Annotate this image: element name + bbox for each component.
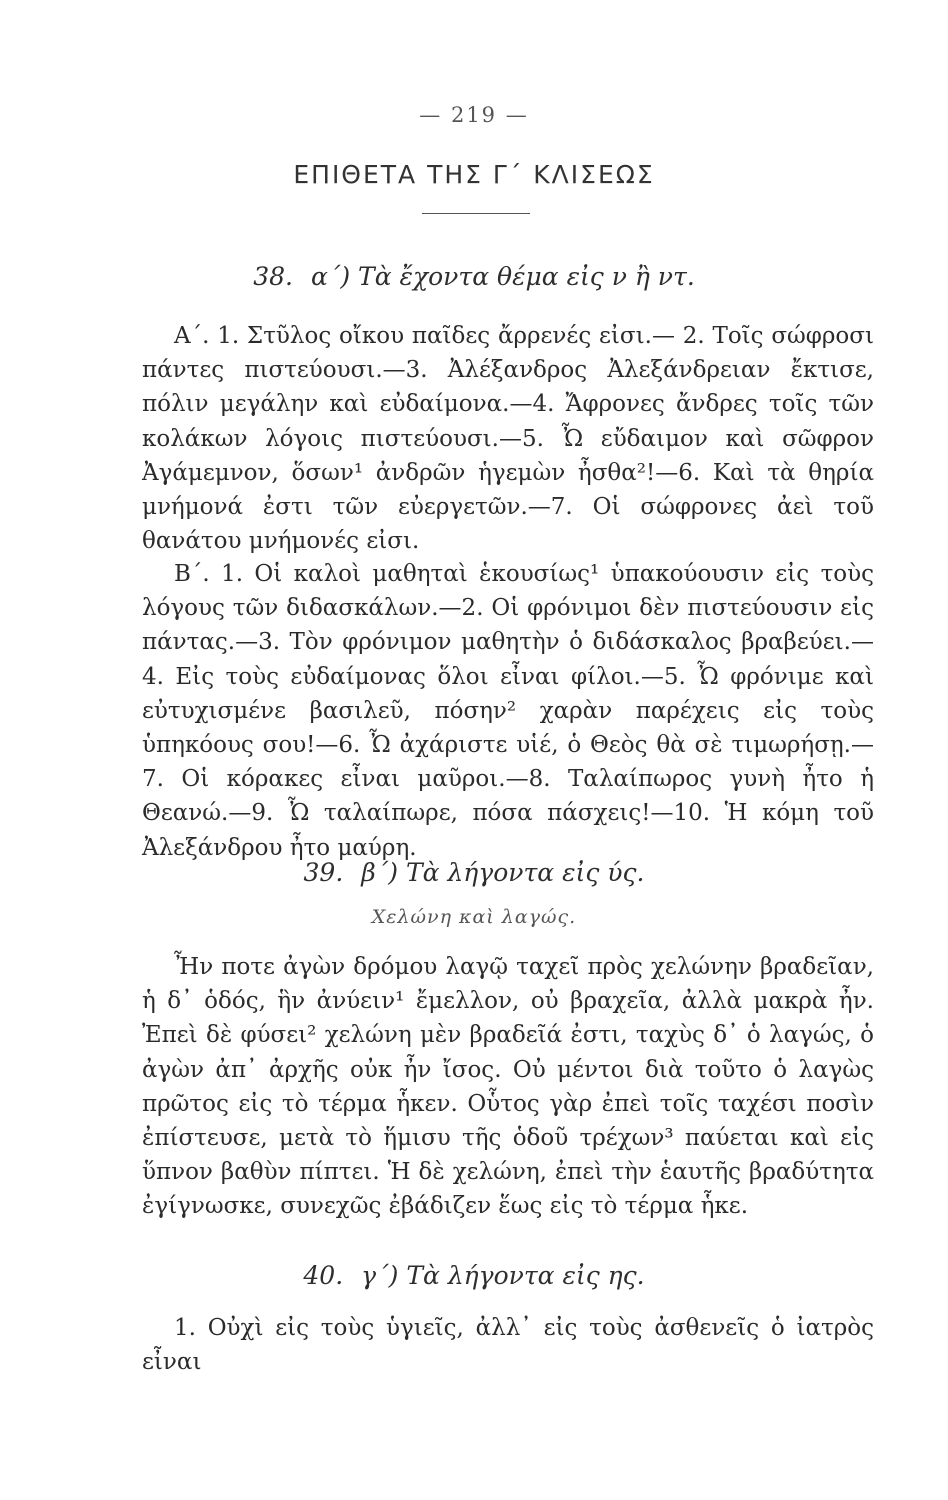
paragraph-A: Α΄. 1. Στῦλος οἴκου παῖδες ἄρρενές εἰσι.— 2. Τοῖς σώφροσι πάντες πιστεύουσι.—3. Ἀλέξανδρος Ἀλεξάνδρειαν ἔκτισε, πόλιν μεγάλην καὶ εὐδαίμονα.—4. Ἄφρονες ἄνδρες τοῖς τῶν κολάκων λόγοις πιστεύουσι.—5. Ὦ εὔδαιμον καὶ σῶφρον Ἀγάμεμνον, ὅσων¹ ἀνδρῶν ἡγεμὼν ἦσθα²!—6. Καὶ τὰ θηρία μνήμονά ἐστι τῶν εὐεργετῶν.—7. Οἱ σώφρονες ἀεὶ τοῦ θανάτου μνήμονές εἰσι.	[142, 323, 874, 555]
paragraph-B: Β΄. 1. Οἱ καλοὶ μαθηταὶ ἑκουσίως¹ ὑπακούουσιν εἰς τοὺς λόγους τῶν διδασκάλων.—2. Οἱ φρόνιμοι δὲν πιστεύουσιν εἰς πάντας.—3. Τὸν φρόνιμον μαθητὴν ὁ διδάσκαλος βραβεύει.—4. Εἰς τοὺς εὐδαίμονας ὅλοι εἶναι φίλοι.—5. Ὦ φρόνιμε καὶ εὐτυχισμένε βασιλεῦ, πόσην² χαρὰν παρέχεις εἰς τοὺς ὑπηκόους σου!—6. Ὦ ἀχάριστε υἱέ, ὁ Θεὸς θὰ σὲ τιμωρήσῃ.—7. Οἱ κόρακες εἶναι μαῦροι.—8. Ταλαίπωρος γυνὴ ἦτο ἡ Θεανώ.—9. Ὦ ταλαίπωρε, πόσα πάσχεις!—10. Ἡ κόμη τοῦ Ἀλεξάνδρου ἦτο μαύρη.	[142, 561, 874, 861]
section-title: β΄) Τὰ λήγοντα εἰς ύς.	[361, 858, 645, 887]
section-number: 39.	[303, 858, 344, 887]
section-subtitle-39: Χελώνη καὶ λαγώς.	[371, 906, 577, 928]
section-heading-39	[0, 858, 948, 887]
section-number: 38.	[253, 262, 293, 291]
running-title: ΕΠΙΘΕΤΑ ΤΗΣ Γ΄ ΚΛΙΣΕΩΣ	[293, 160, 655, 189]
paragraph-40: 1. Οὐχὶ εἰς τοὺς ὑγιεῖς, ἀλλ᾽ εἰς τοὺς ἀσθενεῖς ὁ ἰατρὸς εἶναι	[142, 1315, 874, 1376]
exercise-block-40	[142, 1311, 874, 1379]
reading-passage-39	[142, 950, 874, 1224]
title-rule	[422, 213, 530, 214]
paragraph-39: Ἦν ποτε ἀγὼν δρόμου λαγῷ ταχεῖ πρὸς χελώνην βραδεῖαν, ἡ δ᾽ ὁδός, ἣν ἀνύειν¹ ἔμελλον, οὐ βραχεῖα, ἀλλὰ μακρὰ ἦν. Ἐπεὶ δὲ φύσει² χελώνη μὲν βραδεῖά ἐστι, ταχὺς δ᾽ ὁ λαγώς, ὁ ἀγὼν ἀπ᾽ ἀρχῆς οὐκ ἦν ἴσος. Οὐ μέντοι διὰ τοῦτο ὁ λαγὼς πρῶτος εἰς τὸ τέρμα ἧκεν. Οὗτος γὰρ ἐπεὶ τοῖς ταχέσι ποσὶν ἐπίστευσε, μετὰ τὸ ἥμισυ τῆς ὁδοῦ τρέχων³ παύεται καὶ εἰς ὕπνον βαθὺν πίπτει. Ἡ δὲ χελώνη, ἐπεὶ τὴν ἑαυτῆς βραδύτητα ἐγίγνωσκε, συνεχῶς ἐβάδιζεν ἕως εἰς τὸ τέρμα ἧκε.	[142, 954, 874, 1220]
page-number: — 219 —	[419, 103, 529, 127]
section-title: α΄) Τὰ ἔχοντα θέμα εἰς ν ἢ ντ.	[310, 262, 695, 291]
section-title: γ΄) Τὰ λήγοντα εἰς ης.	[361, 1261, 645, 1290]
section-heading-40	[0, 1261, 948, 1290]
section-number: 40.	[303, 1261, 344, 1290]
section-heading-38	[0, 262, 948, 291]
exercise-block-B	[142, 557, 874, 865]
exercise-block-A	[142, 319, 874, 558]
